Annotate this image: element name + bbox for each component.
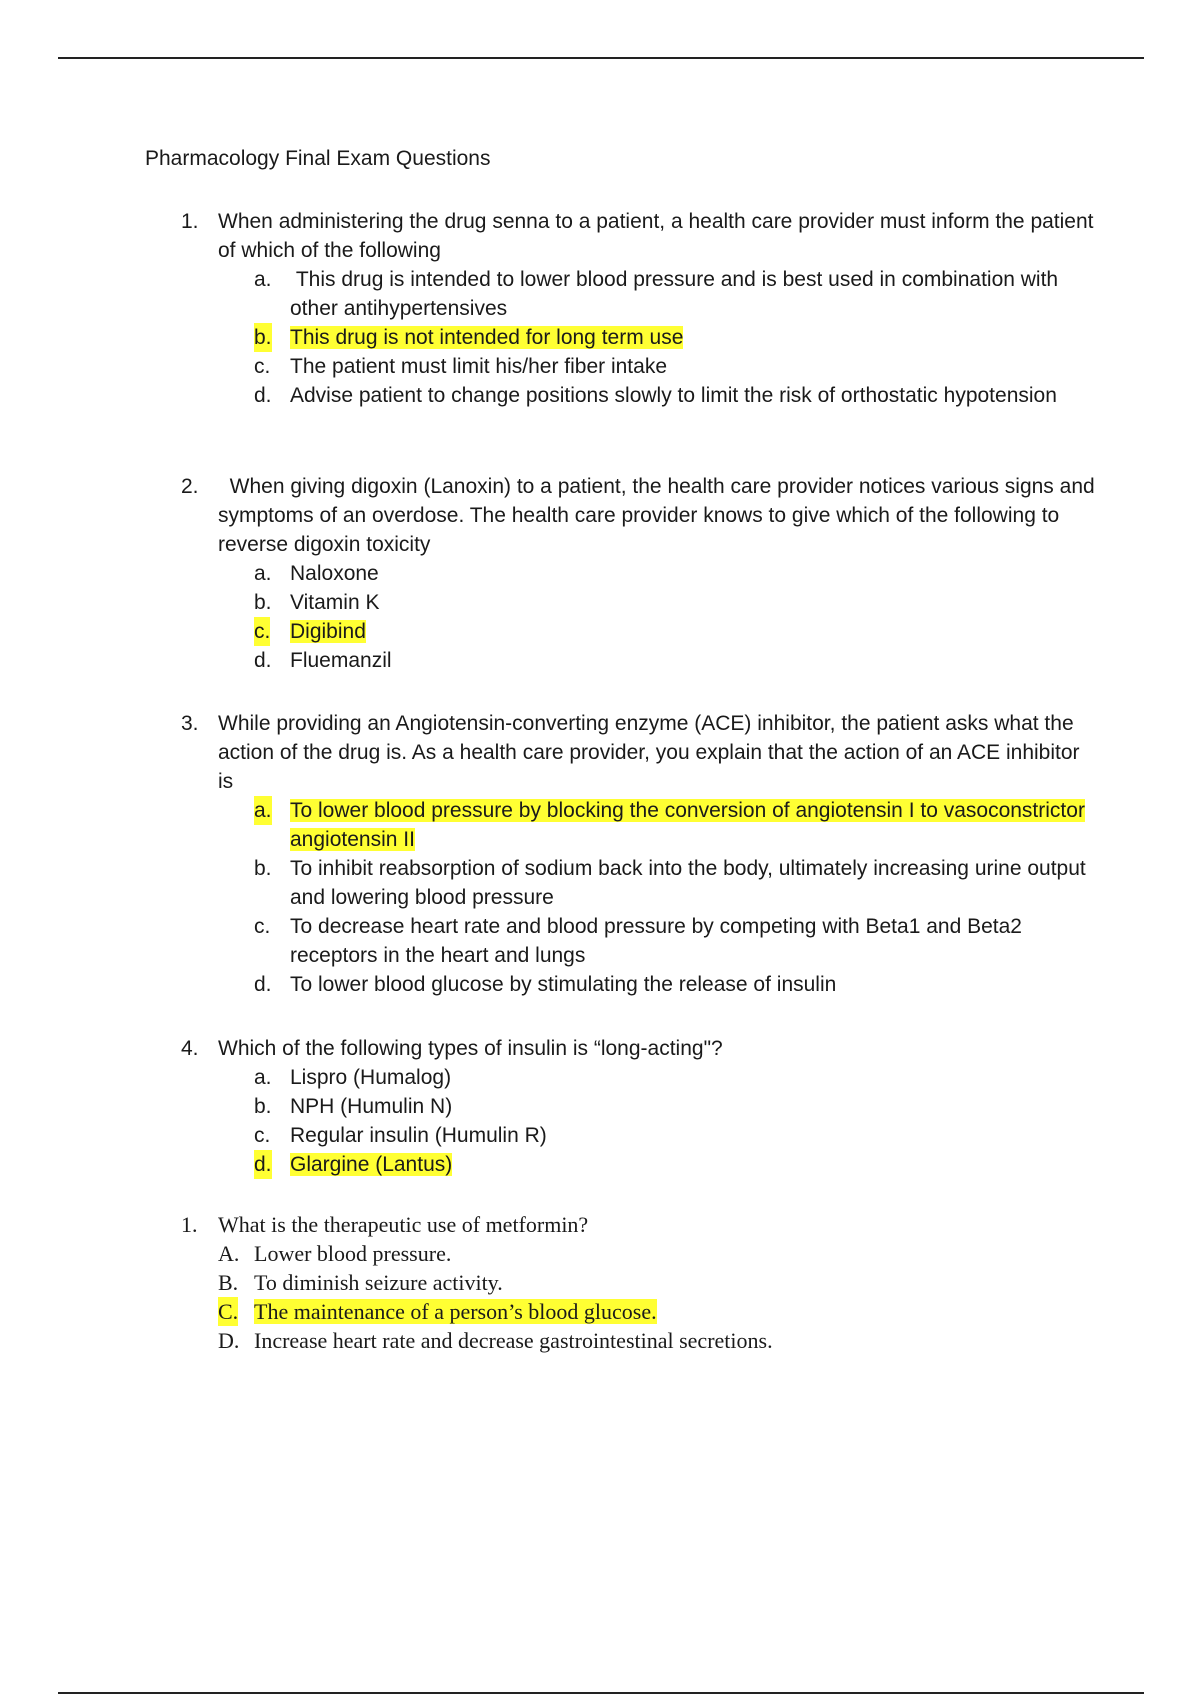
option-letter: a. [254, 562, 272, 585]
option-text: Regular insulin (Humulin R) [290, 1124, 547, 1147]
question-text: When giving digoxin (Lanoxin) to a patient, the health care provider notices various signs and symptoms of an overdose. The health care provider knows to give which of the following to reverse digoxin toxicity [218, 475, 1101, 556]
option-letter: b. [254, 1095, 272, 1118]
option-text: To diminish seizure activity. [254, 1270, 503, 1295]
option-letter: d. [254, 649, 272, 672]
option-letter: c. [254, 1124, 271, 1147]
option-text: To lower blood glucose by stimulating the release of insulin [290, 973, 837, 996]
question-2 [0, 472, 1200, 675]
option-text: Advise patient to change positions slowly to limit the risk of orthostatic hypotension [290, 384, 1057, 407]
question-text: Which of the following types of insulin is “long-acting"? [218, 1037, 723, 1060]
question-number: 1. [181, 210, 199, 233]
option-d [0, 381, 1090, 410]
question-1 [0, 207, 1200, 410]
option-text-highlighted: This drug is not intended for long term use [290, 326, 684, 349]
option-b [0, 1092, 1090, 1121]
option-text-highlighted: Glargine (Lantus) [290, 1153, 453, 1176]
option-text: NPH (Humulin N) [290, 1095, 453, 1118]
option-a [0, 1063, 1090, 1092]
bottom-rule [58, 1692, 1144, 1694]
option-letter: d. [254, 973, 272, 996]
option-a [0, 1239, 1054, 1268]
option-list [0, 1239, 1200, 1355]
option-text: Naloxone [290, 562, 379, 585]
question-text: When administering the drug senna to a patient, a health care provider must inform the patient of which of the following [218, 210, 1094, 262]
option-d-correct [0, 1150, 1090, 1179]
question-stem [0, 472, 1101, 559]
option-letter: b. [254, 857, 272, 880]
question-number: 4. [181, 1037, 199, 1060]
question-stem [0, 709, 1098, 796]
option-text: To inhibit reabsorption of sodium back into the body, ultimately increasing urine output and lowering blood pressure [290, 857, 1086, 909]
option-text-highlighted: Digibind [290, 620, 366, 643]
option-a [0, 265, 1090, 323]
option-list [0, 265, 1200, 410]
option-letter: A. [218, 1241, 240, 1266]
option-text: Lispro (Humalog) [290, 1066, 452, 1089]
option-d [0, 1326, 1054, 1355]
option-letter: a. [254, 796, 272, 825]
option-c [0, 352, 1090, 381]
option-list [0, 559, 1200, 675]
option-letter: B. [218, 1270, 239, 1295]
option-b [0, 1268, 1054, 1297]
question-stem [0, 207, 1098, 265]
option-d [0, 970, 1090, 999]
option-letter: c. [254, 915, 271, 938]
top-rule [58, 57, 1144, 59]
option-letter: a. [254, 268, 272, 291]
option-text: Fluemanzil [290, 649, 392, 672]
option-letter: d. [254, 1150, 272, 1179]
option-letter: D. [218, 1328, 240, 1353]
question-3 [0, 709, 1200, 999]
page-title: Pharmacology Final Exam Questions [145, 147, 491, 170]
question-number: 2. [181, 475, 199, 498]
question-stem [0, 1210, 1098, 1239]
option-letter: b. [254, 323, 272, 352]
option-list [0, 1063, 1200, 1179]
option-c-correct [0, 1297, 1054, 1326]
option-letter: a. [254, 1066, 272, 1089]
option-c [0, 912, 1090, 970]
option-letter: b. [254, 591, 272, 614]
option-b-correct [0, 323, 1090, 352]
option-text: To decrease heart rate and blood pressure by competing with Beta1 and Beta2 receptors in the heart and lungs [290, 915, 1022, 967]
option-list [0, 796, 1200, 999]
option-b [0, 854, 1090, 912]
option-letter: c. [254, 355, 271, 378]
option-letter: c. [254, 617, 270, 646]
option-text: This drug is intended to lower blood pressure and is best used in combination with other antihypertensives [290, 268, 1064, 320]
question-number: 3. [181, 712, 199, 735]
option-c-correct [0, 617, 1090, 646]
question-number: 1. [181, 1212, 198, 1237]
option-letter: d. [254, 384, 272, 407]
question-stem [0, 1034, 1098, 1063]
question-text: What is the therapeutic use of metformin? [218, 1212, 589, 1237]
question-5 [0, 1210, 1200, 1355]
option-text: The patient must limit his/her fiber intake [290, 355, 667, 378]
option-c [0, 1121, 1090, 1150]
option-b [0, 588, 1090, 617]
option-text: Increase heart rate and decrease gastrointestinal secretions. [254, 1328, 773, 1353]
option-text-highlighted: To lower blood pressure by blocking the conversion of angiotensin I to vasoconstrictor angiotensin II [290, 799, 1085, 851]
question-4 [0, 1034, 1200, 1179]
option-d [0, 646, 1090, 675]
question-text: While providing an Angiotensin-converting enzyme (ACE) inhibitor, the patient asks what the action of the drug is. As a health care provider, you explain that the action of an ACE inhibitor is [218, 712, 1080, 793]
option-text: Vitamin K [290, 591, 380, 614]
option-text-highlighted: The maintenance of a person’s blood glucose. [254, 1299, 657, 1324]
option-text: Lower blood pressure. [254, 1241, 452, 1266]
option-a [0, 559, 1090, 588]
option-a-correct [0, 796, 1090, 854]
option-letter: C. [218, 1299, 239, 1324]
